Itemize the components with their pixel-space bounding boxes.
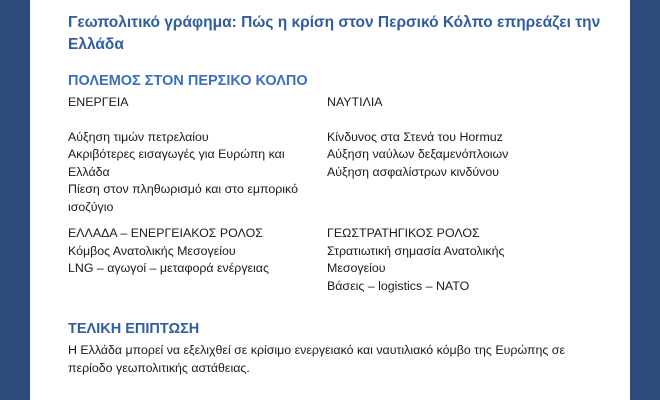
shipping-line: Κίνδυνος στα Στενά του Hormuz: [327, 129, 503, 144]
document-page: [30, 0, 630, 400]
greece-energy-role-line: Κόμβος Ανατολικής Μεσογείου: [68, 243, 236, 258]
geostrategic-role-line: Μεσογείου: [327, 261, 386, 275]
final-impact-text: [68, 341, 608, 377]
geostrategic-role-line: Βάσεις – logistics – ΝΑΤΟ: [327, 278, 470, 293]
energy-line: ισοζύγιο: [68, 199, 114, 214]
geostrategic-role-list: [327, 243, 577, 296]
section-heading-persian-gulf-war: ΠΟΛΕΜΟΣ ΣΤΟΝ ΠΕΡΣΙΚΟ ΚΟΛΠΟ: [68, 73, 308, 89]
shipping-column: [327, 94, 577, 181]
document-title: Γεωπολιτικό γράφημα: Πώς η κρίση στον Περσικό Κόλπο επηρεάζει την Ελλάδα: [68, 14, 601, 53]
geostrategic-role-title: ΓΕΩΣΤΡΑΤΗΓΙΚΟΣ ΡΟΛΟΣ: [327, 226, 480, 240]
greece-energy-role-list: [68, 243, 318, 278]
greece-energy-role-column: [68, 225, 318, 278]
geostrategic-role-line: Στρατιωτική σημασία Ανατολικής: [327, 243, 505, 258]
shipping-list: [327, 129, 577, 182]
shipping-title: ΝΑΥΤΙΛΙΑ: [327, 95, 383, 109]
energy-column: [68, 94, 318, 216]
energy-line: Ακριβότερες εισαγωγές για Ευρώπη και: [68, 147, 285, 161]
shipping-line: Αύξηση ναύλων δεξαμενόπλοιων: [327, 147, 509, 161]
energy-list: [68, 129, 318, 217]
greece-energy-role-title: ΕΛΛΑΔΑ – ΕΝΕΡΓΕΙΑΚΟΣ ΡΟΛΟΣ: [68, 226, 263, 240]
final-impact-line: περίοδο γεωπολιτικής αστάθειας.: [68, 361, 250, 375]
energy-line: Πίεση στον πληθωρισμό και στο εμπορικό: [68, 182, 298, 196]
shipping-line: Αύξηση ασφαλίστρων κινδύνου: [327, 164, 499, 179]
energy-line: Αύξηση τιμών πετρελαίου: [68, 129, 209, 144]
section-heading-final-impact: ΤΕΛΙΚΗ ΕΠΙΠΤΩΣΗ: [68, 321, 200, 337]
geostrategic-role-column: [327, 225, 577, 295]
greece-energy-role-line: LNG – αγωγοί – μεταφορά ενέργειας: [68, 261, 269, 275]
energy-title: ΕΝΕΡΓΕΙΑ: [68, 95, 129, 109]
energy-line: Ελλάδα: [68, 164, 110, 179]
final-impact-line: Η Ελλάδα μπορεί να εξελιχθεί σε κρίσιμο ενεργειακό και ναυτιλιακό κόμβο της Ευρώπης σε: [68, 343, 565, 357]
